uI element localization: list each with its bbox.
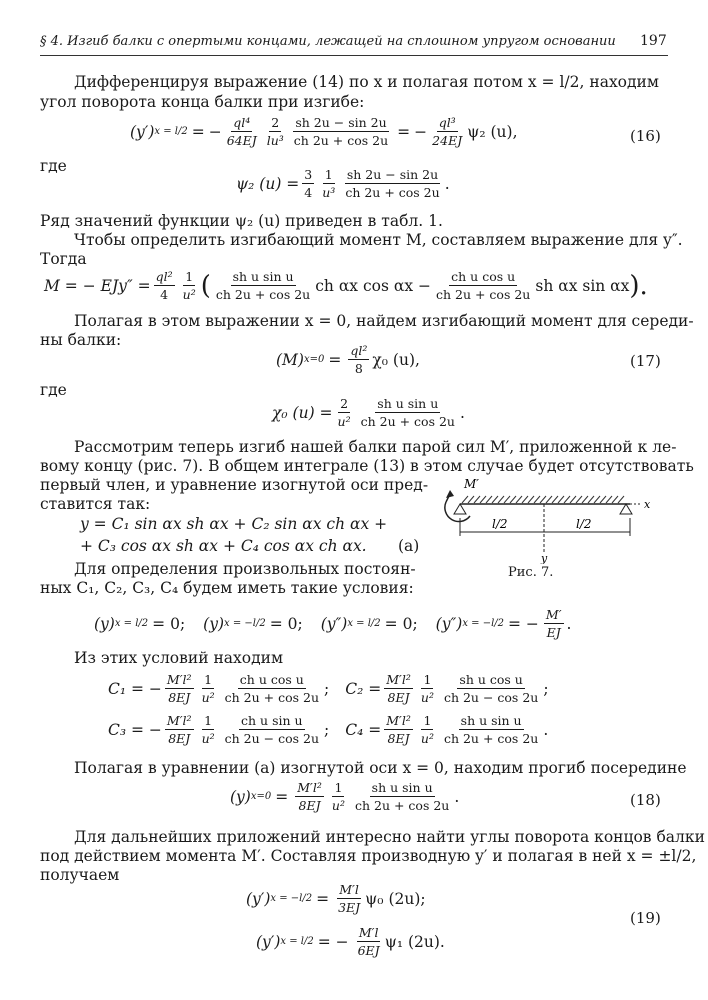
eq-tail: ψ₂ (u), [467,122,518,141]
text-line: Тогда [40,250,87,268]
equation-chi0 [272,396,465,429]
constants-row-2: C₃ = − $\frac{\text{M′l²}}{8EJ}$ 1 u² ch u sin u ch 2u − cos 2u ; C₄ = $\frac{\text{M′l²}}{8EJ}$ 1 u² sh u sin u ch 2u + cos 2u . [108,713,549,746]
equation-16 [130,115,518,148]
eq-lhs: χ₀ (u) = [272,403,333,422]
eq-tail: χ₀ (u), [372,350,420,369]
equation-a-line2: + C₃ cos αx sh αx + C₄ cos αx ch αx. [80,537,367,555]
equation-number: (19) [630,909,661,927]
fraction: 1 u³ [322,167,336,200]
moment-label: M′ [464,477,480,491]
eq-sign: − [414,122,428,141]
text-line: получаем [40,866,120,884]
equation-19-line1: (y′) x = −l/2 = $\frac{M'l}{3EJ}$ ψ₀ (2u); [246,882,426,915]
eq-sign: = [328,350,342,369]
equation-number: (16) [630,127,661,145]
fraction: $\frac{\text{ql⁴}}{64EJ}$ [226,115,257,148]
header-rule [40,55,668,56]
text-line: Чтобы определить изгибающий момент M, составляем выражение для y″. [74,231,683,249]
eq-tail: . [444,174,450,193]
text-line: ставится так: [40,495,151,513]
eq-lhs: (M) [276,350,304,369]
eq-lhs: ψ₂ (u) = [236,174,300,193]
constants-row-1: C₁ = − $\frac{\text{M′l²}}{8EJ}$ 1 u² ch u cos u ch 2u + cos 2u ; C₂ = $\frac{\text{M′l²}}{8EJ}$ 1 u² sh u cos u ch 2u − cos 2u ; [108,672,549,705]
moment-arc [445,502,470,522]
text-line: Рассмотрим теперь изгиб нашей балки парой сил M′, приложенной к ле- [74,438,677,456]
text-line: Полагая в этом выражении x = 0, найдем изгибающий момент для середи- [74,312,694,330]
right-support [620,504,632,514]
x-axis-label: x [644,498,651,511]
left-support [454,504,466,514]
text-line: где [40,381,67,399]
paren: ). [629,270,648,301]
text-line: под действием момента M′. Составляя производную y′ и полагая в ней x = ±l/2, [40,847,697,865]
eq-sign: = [191,122,205,141]
running-header: § 4. Изгиб балки с опертыми концами, лежащей на сплошном упругом основании [40,34,616,49]
figure-caption: Рис. 7. [508,565,554,580]
text-line: первый член, и уравнение изогнутой оси пред- [40,476,429,494]
dim-label-left: l/2 [492,517,508,531]
dim-label-right: l/2 [576,517,592,531]
fraction: $\frac{2}{\text{u²}}$ [337,396,351,429]
fraction: sh u sin u ch 2u + cos 2u [215,269,311,302]
text-line: Из этих условий находим [74,649,284,667]
equation-17 [276,343,420,376]
eq-sign: = [397,122,411,141]
eq-lhs: (y′) [130,122,155,141]
text-line: угол поворота конца балки при изгибе: [40,93,365,111]
equation-psi2 [236,167,450,200]
equation-number: (17) [630,352,661,370]
text-line: вому концу (рис. 7). В общем интеграле (13) в этом случае будет отсутствовать [40,457,694,475]
equation-label: (a) [398,537,420,555]
eq-sign: − [208,122,222,141]
text-line: Полагая в уравнении (a) изогнутой оси x = 0, находим прогиб посередине [74,759,687,777]
equation-18: (y) x=0 = $\frac{\text{M′l²}}{8EJ}$ 1 u² sh u sin u ch 2u + cos 2u . [230,780,460,813]
equation-number: (18) [630,791,661,809]
beam-figure [440,474,670,564]
text-line: где [40,157,67,175]
y-axis-label: y [541,552,548,564]
text-line: Для дальнейших приложений интересно найти углы поворота концов балки [74,828,705,846]
fraction: $\frac{\text{ql²}}{8}$ [350,343,368,376]
text-line: ных C₁, C₂, C₃, C₄ будем иметь такие условия: [40,579,414,597]
fraction: $\frac{\text{ch u cos u}}{ch 2u + \cos 2u}$ [435,269,531,302]
eq-tail: sh αx sin αx [535,276,630,295]
fraction: $\frac{3}{4}$ [304,167,313,200]
paren: ( [200,270,211,301]
eq-tail: . [459,403,465,422]
eq-mid: ch αx cos αx − [315,276,431,295]
fraction: $\frac{\text{ql³}}{24EJ}$ [432,115,463,148]
fraction: 2 lu³ [266,115,284,148]
text-line: ны балки: [40,331,122,349]
fraction: $\frac{\text{ql²}}{4}$ [155,269,173,302]
fraction: 1 u² [182,269,196,302]
fraction: sh 2u − sin 2u ch 2u + cos 2u [345,167,440,200]
fraction: sh u sin u ch 2u + cos 2u [360,396,455,429]
conditions: (y) x = l/2 = 0; (y) x = −l/2 = 0; (y″) x = l/2 = 0; (y″) x = −l/2 = − $\frac{M'}{EJ}$ . [94,607,572,640]
text-line: Для определения произвольных постоян- [74,560,416,578]
equation-moment [44,269,648,302]
fraction: $\frac{sh 2u - \sin 2u}{ch 2u + \cos 2u}$ [293,115,389,148]
text-line: Ряд значений функции ψ₂ (u) приведен в табл. 1. [40,212,443,230]
equation-19-line2: (y′) x = l/2 = − $\frac{M'l}{6EJ}$ ψ₁ (2u). [256,925,445,958]
page-number: 197 [640,33,667,49]
eq-subscript: x = l/2 [154,126,188,137]
eq-lhs: M = − EJy″ = [44,276,151,295]
equation-a-line1: y = C₁ sin αx sh αx + C₂ sin αx ch αx + [80,515,388,533]
text-line: Дифференцируя выражение (14) по x и полагая потом x = l/2, находим [74,73,659,91]
eq-subscript: x=0 [303,354,325,365]
hatching [462,496,624,503]
